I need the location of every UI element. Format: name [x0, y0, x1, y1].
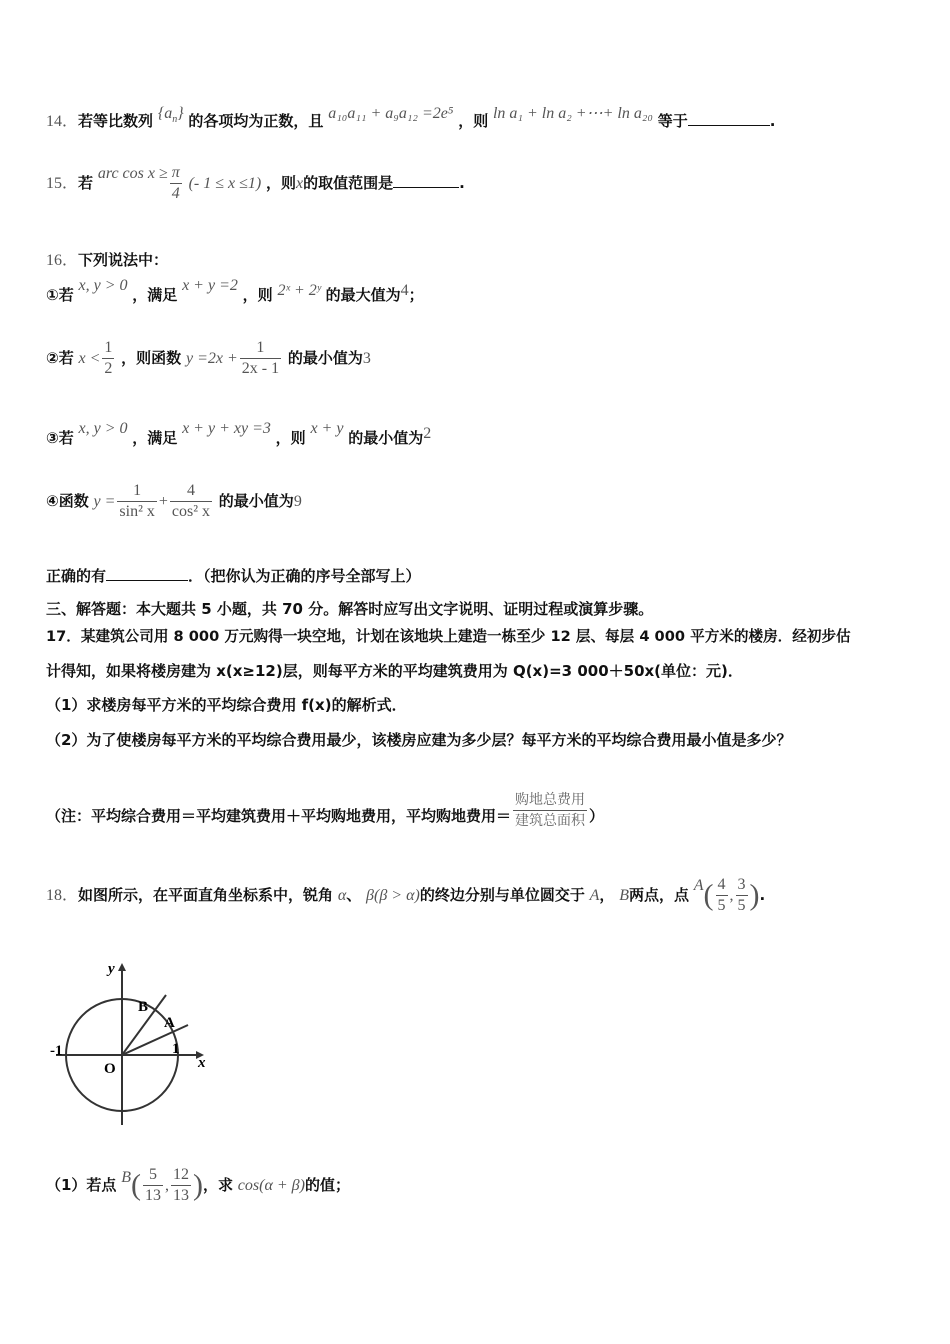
s3-expression: x + y [310, 420, 344, 437]
q15-pi-num: π [170, 163, 182, 184]
q17-note [46, 790, 604, 831]
s2-text-1: ，则函数 [121, 349, 182, 367]
s3-mark: ③若 [46, 429, 74, 447]
s4-text-1: 的最小值为 [218, 492, 294, 510]
q15-range: (- 1 ≤ x ≤1) [188, 175, 262, 192]
q18-A-y-den: 5 [737, 897, 746, 914]
question-16-title [46, 247, 168, 270]
s1-text-2: ，则 [242, 286, 273, 304]
question-15 [46, 163, 465, 204]
q15-answer-blank [393, 173, 459, 188]
q14-text-1: 若等比数列 [78, 112, 154, 130]
q18-text-4: ， [599, 886, 615, 904]
q17-note-num: 购地总费用 [513, 790, 587, 811]
q18-A-x-den: 5 [717, 897, 726, 914]
q18-A-y [736, 875, 748, 916]
q15-text-1: 若 [78, 174, 94, 192]
q18-A-x [716, 875, 728, 916]
fig-label-B: B [138, 999, 149, 1015]
s3-value: 2 [423, 425, 432, 442]
s4-plus: + [158, 493, 168, 510]
q16-statement-2 [46, 338, 371, 379]
q14-text-4: 等于 [657, 112, 688, 130]
q16-statement-3 [46, 420, 432, 448]
q17-part-1: （1）求楼房每平方米的平均综合费用 f(x)的解析式． [46, 696, 407, 714]
q15-text-3: 的取值范围是 [303, 174, 394, 192]
q16-answer-post: ．（把你认为正确的序号全部写上） [188, 567, 421, 585]
q18-point-A: A [693, 877, 704, 894]
fig-label-O: O [104, 1061, 116, 1077]
q18-B-x [143, 1165, 163, 1206]
q18-part-1: （1）若点 B( $\frac{5}{13}$ , $\frac{12}{13}$ )，求 cos(α + β)的值； [46, 1166, 350, 1204]
s4-function: y = [93, 493, 116, 510]
q18-text-1: 如图所示，在平面直角坐标系中，锐角 [78, 886, 334, 904]
q18-A: A [589, 887, 600, 904]
q15-pi-den: 4 [171, 185, 180, 202]
q18-B-y-num: 12 [171, 1165, 191, 1186]
s2-f1-den: 2 [104, 360, 113, 377]
q18-beta: β(β > α) [366, 887, 420, 904]
s1-mark: ①若 [46, 286, 74, 304]
q18-point-B: B [121, 1169, 131, 1186]
q16-statement-4 [46, 481, 302, 522]
q14-text-2: 的各项均为正数，且 [188, 112, 324, 130]
q14-text-3: ，则 [458, 112, 489, 130]
s1-cond-2: x + y =2 [182, 277, 238, 294]
q17-note-post: ） [589, 807, 605, 825]
q18-B: B [619, 887, 629, 904]
q18-text-3: 的终边分别与单位圆交于 [419, 886, 585, 904]
s2-fraction-2 [240, 338, 281, 379]
s1-text-3: 的最大值为 [325, 286, 401, 304]
s4-f2-num: 4 [170, 481, 212, 502]
q18-A-x-num: 4 [716, 875, 728, 896]
q18-p1-post: 的值； [304, 1176, 350, 1194]
q14-end: . [769, 112, 776, 130]
fig-label-A: A [164, 1015, 175, 1031]
q18-text-5: 两点，点 [628, 886, 689, 904]
q16-answer-blank [106, 566, 188, 581]
fig-label-y: y [108, 961, 115, 977]
s4-value: 9 [293, 493, 302, 510]
q18-number: 18． [46, 887, 79, 904]
q18-B-y [171, 1165, 191, 1206]
q18-p1-pre: （1）若点 [46, 1176, 117, 1194]
q15-end: . [459, 174, 465, 192]
q17-line-1: 17．某建筑公司用 8 000 万元购得一块空地，计划在该地块上建造一栋至少 12 层、每层 4 000 平方米的楼房．经初步估 [46, 628, 851, 645]
unit-circle-figure [46, 955, 216, 1135]
s2-f2-den: 2x - 1 [241, 360, 280, 377]
section-3-heading: 三、解答题：本大题共 5 小题，共 70 分。解答时应写出文字说明、证明过程或演算步骤。 [46, 600, 654, 618]
fig-label-1: 1 [172, 1041, 180, 1057]
q18-B-x-num: 5 [143, 1165, 163, 1186]
q14-seq-sub: n [172, 114, 178, 126]
q17-note-fraction [513, 790, 587, 831]
fig-label-x: x [198, 1055, 206, 1071]
s2-fraction-1 [102, 338, 114, 379]
q18-text-2: 、 [346, 886, 362, 904]
q14-seq: {a [157, 105, 173, 122]
s2-f2-num: 1 [240, 338, 281, 359]
q16-answer-pre: 正确的有 [46, 567, 107, 585]
q14-expression: ln a₁ + ln a₂ +⋯+ ln a₂₀ [492, 105, 653, 122]
s4-fraction-1 [117, 481, 156, 522]
q15-expression: arc cos x ≥ [97, 165, 168, 182]
q18-B-y-den: 13 [173, 1187, 189, 1204]
s1-cond-1: x, y > 0 [78, 277, 128, 294]
s2-cond: x < [78, 350, 101, 367]
q14-number: 14． [46, 113, 79, 130]
s2-value: 3 [362, 350, 371, 367]
s4-f1-den: sin² x [119, 503, 155, 520]
q15-text-2: ，则 [266, 174, 297, 192]
s1-expression: 2ˣ + 2ʸ [277, 282, 321, 299]
q18-end: . [759, 886, 766, 904]
q17-line-2: 计得知，如果将楼房建为 x(x≥12)层，则每平方米的平均建筑费用为 Q(x)=3 000＋50x(单位：元)． [46, 662, 743, 680]
q16-statement-1 [46, 277, 424, 305]
s4-mark: ④函数 [46, 492, 89, 510]
s4-f2-den: cos² x [171, 503, 211, 520]
q18-alpha: α [337, 887, 347, 904]
s1-text-1: ，满足 [132, 286, 178, 304]
y-axis-arrow [118, 963, 126, 971]
q18-p1-expression: cos(α + β) [237, 1177, 305, 1194]
fig-label-neg1: -1 [50, 1043, 63, 1059]
s2-f1-num: 1 [102, 338, 114, 359]
q14-condition: a₁₀a₁₁ + a₉a₁₂ =2e⁵ [328, 105, 454, 122]
question-18: 18．如图所示，在平面直角坐标系中，锐角 α、 β(β > α)的终边分别与单位圆交于 A， B两点，点 A( $\frac{4}{5}$ , $\frac{3}{5}$ ). [46, 876, 766, 914]
q14-seq-close: } [177, 105, 184, 122]
q15-number: 15． [46, 175, 79, 192]
q18-A-y-num: 3 [736, 875, 748, 896]
s4-f1-num: 1 [117, 481, 156, 502]
q15-pi-fraction [170, 163, 182, 204]
q17-note-den: 建筑总面积 [515, 813, 586, 829]
s3-text-2: ，则 [275, 429, 306, 447]
q15-x: x [296, 175, 304, 192]
q18-B-x-den: 13 [145, 1187, 161, 1204]
q17-note-pre: （注：平均综合费用＝平均建筑费用＋平均购地费用，平均购地费用＝ [46, 807, 512, 825]
s4-fraction-2 [170, 481, 212, 522]
q16-number: 16． [46, 252, 79, 269]
s2-mark: ②若 [46, 349, 74, 367]
s1-end: ； [408, 286, 424, 304]
q17-part-2: （2）为了使楼房每平方米的平均综合费用最少，该楼房应建为多少层？每平方米的平均综合费用最小值是多少？ [46, 731, 792, 749]
s3-cond-1: x, y > 0 [78, 420, 128, 437]
s3-text-1: ，满足 [132, 429, 178, 447]
q16-answer-line [46, 565, 421, 586]
s2-text-2: 的最小值为 [287, 349, 363, 367]
s3-text-3: 的最小值为 [348, 429, 424, 447]
s1-value: 4 [400, 282, 409, 299]
s3-cond-2: x + y + xy =3 [182, 420, 271, 437]
s2-function: y =2x + [185, 350, 238, 367]
q14-answer-blank [688, 111, 770, 126]
q16-title: 下列说法中： [78, 251, 169, 269]
q18-p1-mid: ，求 [203, 1176, 234, 1194]
question-14 [46, 105, 776, 133]
